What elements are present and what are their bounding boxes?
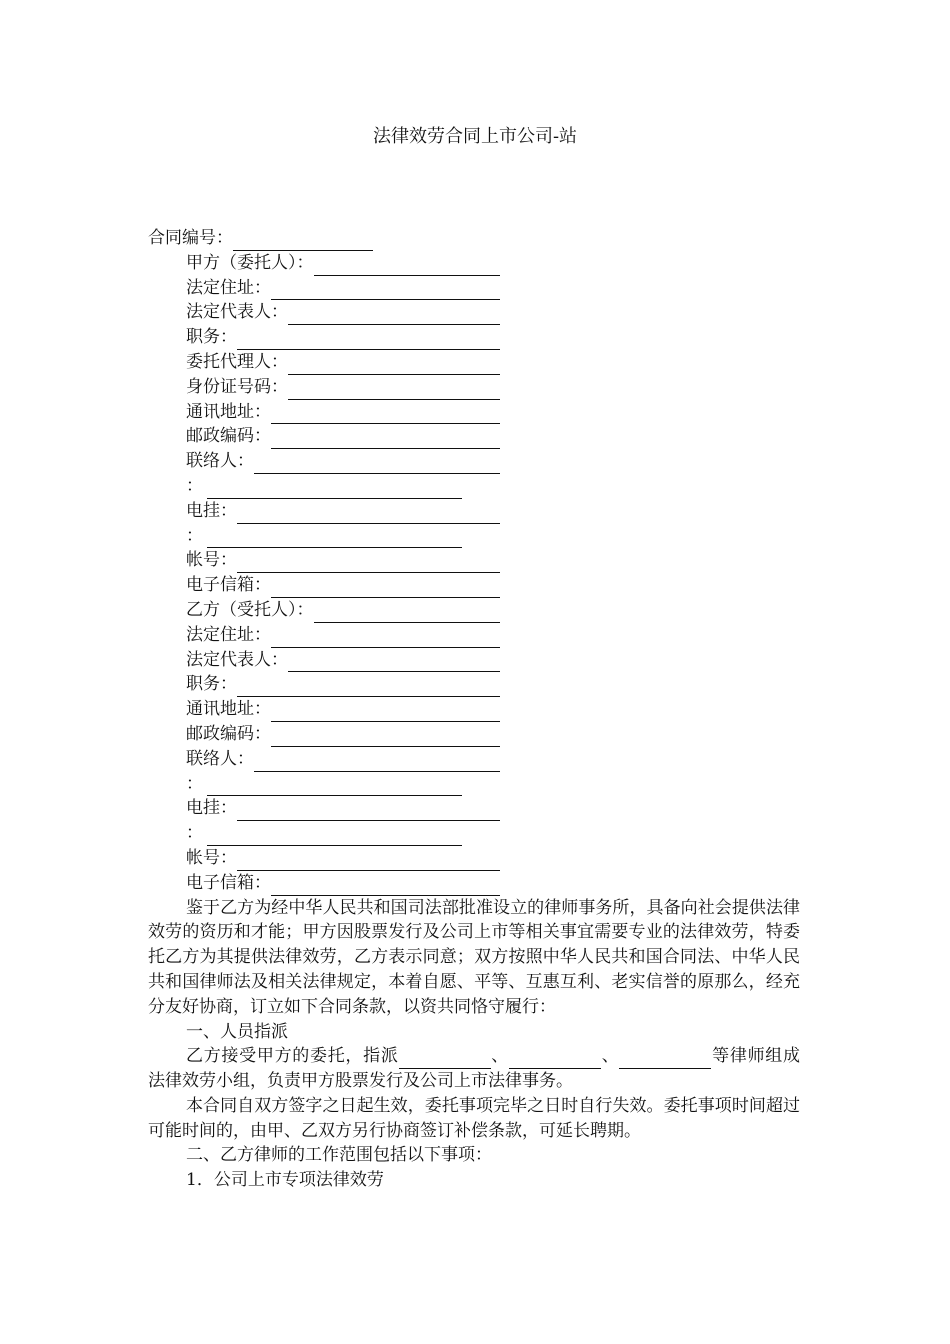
field-blank bbox=[237, 554, 500, 573]
party-b-field: 联络人： bbox=[148, 747, 800, 772]
field-blank bbox=[271, 629, 500, 648]
section-1-paragraph-1: 乙方接受甲方的委托，指派 、 、 等律师组成法律效劳小组，负责甲方股票发行及公司上市法律事务。 bbox=[148, 1046, 801, 1092]
party-b-field: 通讯地址： bbox=[148, 697, 800, 722]
party-a-field: 法定住址： bbox=[148, 276, 800, 301]
field-blank bbox=[271, 281, 500, 300]
party-a-field: 委托代理人： bbox=[148, 350, 800, 375]
party-b-section bbox=[148, 598, 800, 896]
party-a-field-short: ： bbox=[148, 524, 800, 549]
contract-number-label: 合同编号： bbox=[148, 228, 233, 248]
field-blank bbox=[271, 430, 500, 449]
party-b-field-short: ： bbox=[148, 821, 800, 846]
field-blank bbox=[271, 405, 500, 424]
document-title: 法律效劳合同上市公司-站 bbox=[372, 126, 578, 147]
party-b-field: 邮政编码： bbox=[148, 722, 800, 747]
party-a-field: 帐号： bbox=[148, 548, 800, 573]
field-blank bbox=[271, 728, 500, 747]
party-b-field: 帐号： bbox=[148, 846, 800, 871]
field-blank bbox=[237, 678, 500, 697]
party-a-field: 联络人： bbox=[148, 449, 800, 474]
party-a-field: 身份证号码： bbox=[148, 375, 800, 400]
party-a-section bbox=[148, 251, 800, 598]
party-a-field: 甲方（委托人）： bbox=[148, 251, 800, 276]
field-blank bbox=[207, 480, 462, 499]
party-b-field: 职务： bbox=[148, 672, 800, 697]
field-blank bbox=[207, 827, 462, 846]
section-1-heading: 一、人员指派 bbox=[186, 1021, 288, 1042]
field-blank bbox=[271, 579, 500, 598]
field-blank bbox=[254, 455, 500, 474]
party-a-field: 电挂： bbox=[148, 499, 800, 524]
field-blank bbox=[271, 877, 500, 896]
party-a-field: 通讯地址： bbox=[148, 400, 800, 425]
field-blank bbox=[314, 257, 501, 276]
contract-number-blank bbox=[233, 232, 373, 251]
section-1-paragraph-2: 本合同自双方签字之日起生效，委托事项完毕之日时自行失效。委托事项时间超过可能时间的，由甲、乙双方另行协商签订补偿条款，可延长聘期。 bbox=[148, 1095, 800, 1141]
field-blank bbox=[237, 852, 500, 871]
party-a-field: 职务： bbox=[148, 325, 800, 350]
party-b-field: 法定住址： bbox=[148, 623, 800, 648]
field-blank bbox=[207, 529, 462, 548]
field-blank bbox=[314, 604, 501, 623]
party-b-field-short: ： bbox=[148, 772, 800, 797]
party-b-field: 法定代表人： bbox=[148, 648, 800, 673]
document-body bbox=[148, 226, 800, 1193]
field-blank bbox=[288, 381, 500, 400]
field-blank bbox=[237, 505, 500, 524]
section-2-heading: 二、乙方律师的工作范围包括以下事项： bbox=[186, 1145, 492, 1166]
field-blank bbox=[254, 753, 500, 772]
lawyer-name-blank-1 bbox=[399, 1050, 491, 1069]
party-b-field: 乙方（受托人）： bbox=[148, 598, 800, 623]
party-a-field: 法定代表人： bbox=[148, 300, 800, 325]
party-b-field: 电子信箱： bbox=[148, 871, 800, 896]
preamble-paragraph: 鉴于乙方为经中华人民共和国司法部批准设立的律师事务所，具备向社会提供法律效劳的资历和才能；甲方因股票发行及公司上市等相关事宜需要专业的法律效劳，特委托乙方为其提供法律效劳，乙方表示同意；双方按照中华人民共和国合同法、中华人民共和国律师法及相关法律规定，本着自愿、平等、互惠互利、老实信誉的原那么，经充分友好协商，订立如下合同条款，以资共同恪守履行： bbox=[148, 897, 800, 1017]
contract-number-row bbox=[148, 226, 800, 251]
field-blank bbox=[237, 331, 500, 350]
party-a-field: 电子信箱： bbox=[148, 573, 800, 598]
field-blank bbox=[288, 306, 500, 325]
field-blank bbox=[288, 356, 500, 375]
field-blank bbox=[288, 653, 500, 672]
party-a-field-short: ： bbox=[148, 474, 800, 499]
party-b-field: 电挂： bbox=[148, 796, 800, 821]
lawyer-name-blank-2 bbox=[509, 1050, 601, 1069]
section-2-item-1: 1．公司上市专项法律效劳 bbox=[186, 1170, 384, 1191]
field-blank bbox=[207, 777, 462, 796]
party-a-field: 邮政编码： bbox=[148, 424, 800, 449]
field-blank bbox=[271, 703, 500, 722]
lawyer-name-blank-3 bbox=[619, 1050, 711, 1069]
field-blank bbox=[237, 802, 500, 821]
